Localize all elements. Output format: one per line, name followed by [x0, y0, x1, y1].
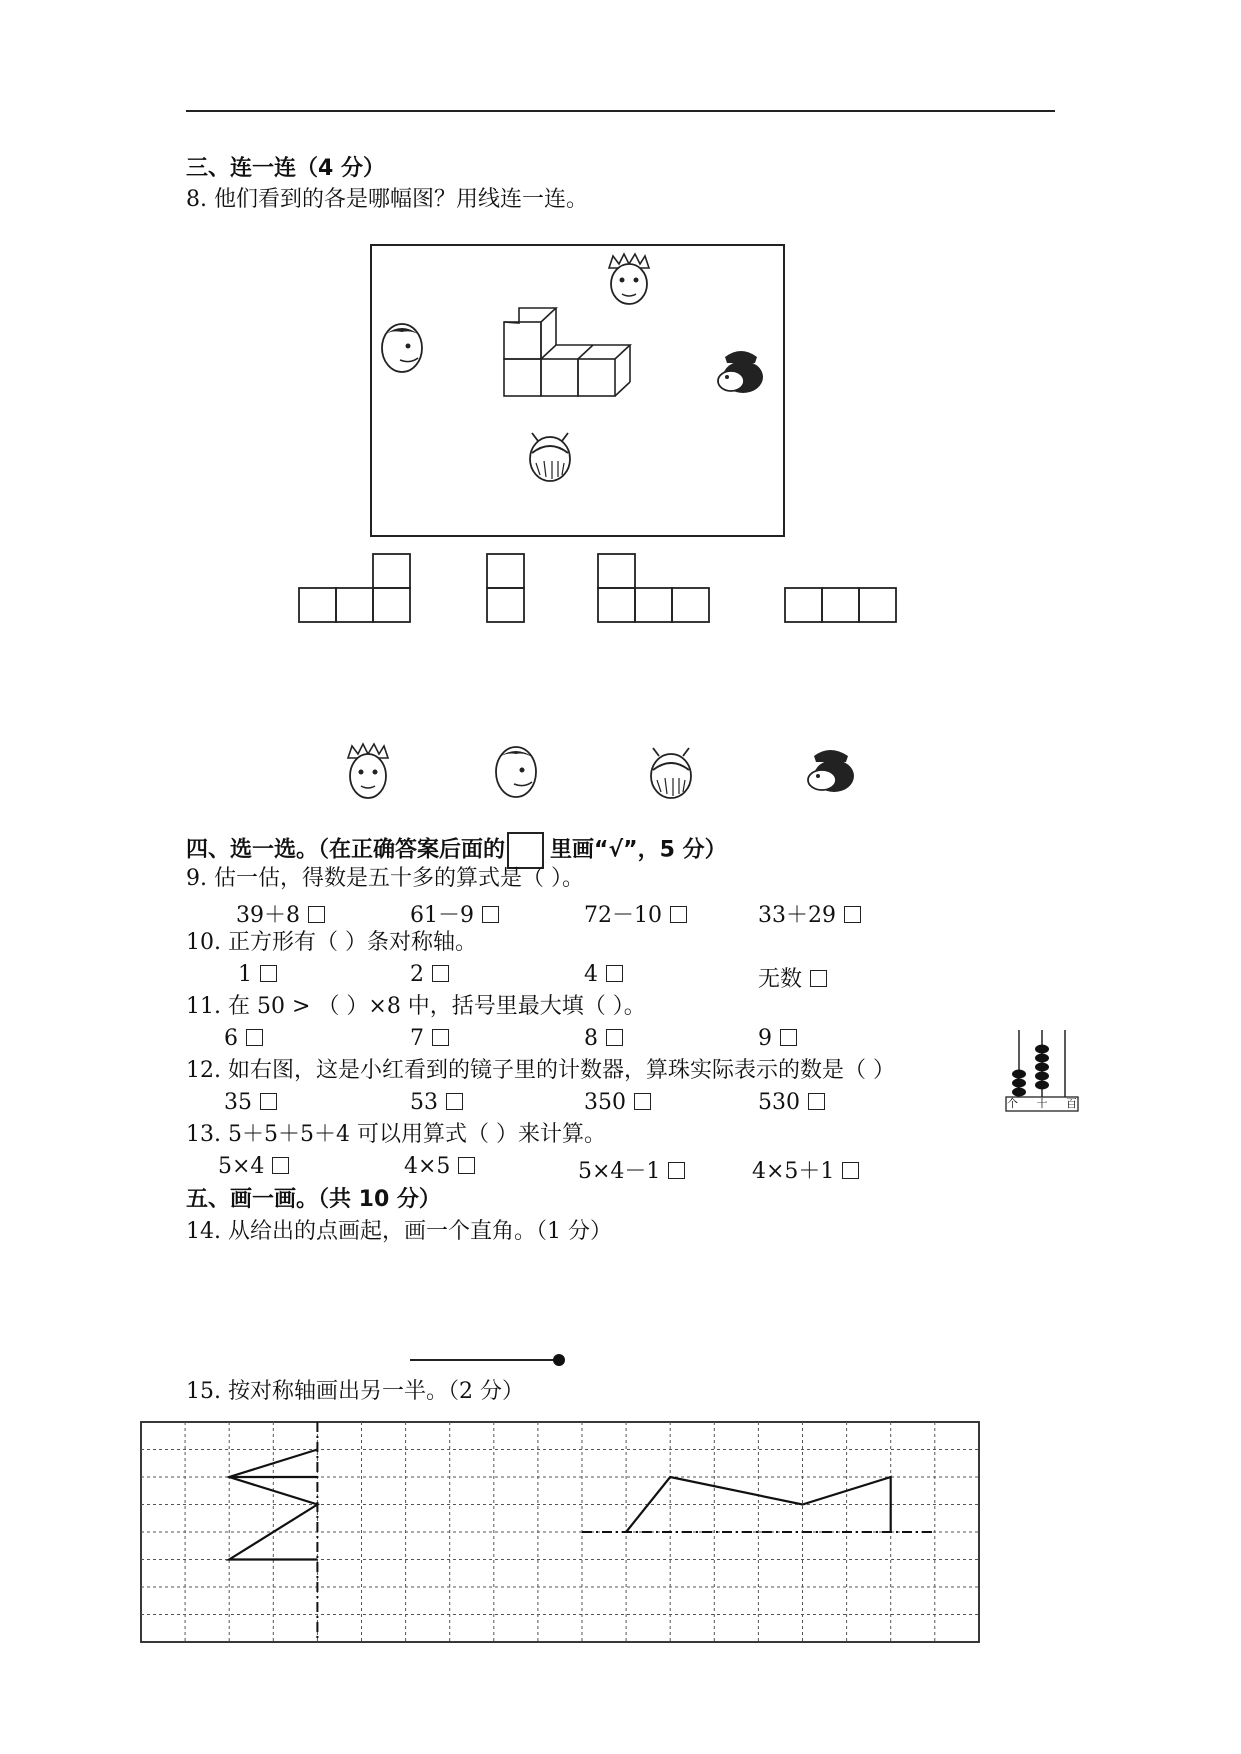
- q9-option-d[interactable]: 33＋29: [758, 898, 861, 929]
- q10-option-c[interactable]: 4: [584, 962, 623, 987]
- q10-option-b[interactable]: 2: [410, 962, 449, 987]
- checkbox[interactable]: [844, 906, 861, 923]
- face-top-icon: [609, 254, 649, 304]
- view-options: [298, 552, 938, 624]
- view-option-2: [487, 554, 524, 622]
- abacus-label-tens: 十: [1036, 1097, 1048, 1110]
- section-4-title-post: 里画“√”，5 分）: [550, 837, 727, 863]
- face-right-icon: [718, 351, 763, 393]
- view-option-1: [299, 554, 410, 622]
- checkbox[interactable]: [432, 1029, 449, 1046]
- checkbox[interactable]: [272, 1157, 289, 1174]
- question-12: 12. 如右图，这是小红看到的镜子里的计数器，算珠实际表示的数是（ ）: [186, 1058, 895, 1083]
- face-bottom-icon: [530, 433, 570, 481]
- q9-option-a[interactable]: 39＋8: [236, 898, 325, 929]
- view-option-4: [785, 588, 896, 622]
- question-9: 9. 估一估，得数是五十多的算式是（ ）。: [186, 866, 584, 891]
- q9-option-c[interactable]: 72－10: [584, 898, 687, 929]
- face-3-icon: [651, 748, 691, 798]
- view-scene-figure: [370, 244, 785, 537]
- top-rule: [186, 110, 1055, 112]
- abacus-label-hundreds: 百: [1066, 1097, 1077, 1110]
- face-left-icon: [382, 324, 422, 372]
- section-5-title: 五、画一画。（共 10 分）: [186, 1187, 441, 1212]
- checkbox[interactable]: [606, 965, 623, 982]
- checkbox[interactable]: [634, 1093, 651, 1110]
- checkbox[interactable]: [246, 1029, 263, 1046]
- view-option-3: [598, 554, 709, 622]
- q12-option-b[interactable]: 53: [410, 1090, 463, 1115]
- section-4-title-pre: 四、选一选。（在正确答案后面的: [186, 837, 506, 863]
- q10-option-a[interactable]: 1: [238, 962, 277, 987]
- checkbox[interactable]: [606, 1029, 623, 1046]
- question-10: 10. 正方形有（ ）条对称轴。: [186, 930, 477, 955]
- answer-box-sample: [507, 832, 544, 869]
- q13-option-d[interactable]: 4×5＋1: [752, 1154, 859, 1185]
- checkbox[interactable]: [482, 906, 499, 923]
- checkbox[interactable]: [432, 965, 449, 982]
- q11-option-c[interactable]: 8: [584, 1026, 623, 1051]
- q13-option-a[interactable]: 5×4: [218, 1154, 289, 1179]
- q12-option-c[interactable]: 350: [584, 1090, 651, 1115]
- q13-option-b[interactable]: 4×5: [404, 1154, 475, 1179]
- q12-option-a[interactable]: 35: [224, 1090, 277, 1115]
- face-1-icon: [348, 744, 388, 798]
- checkbox[interactable]: [808, 1093, 825, 1110]
- q9-option-b[interactable]: 61－9: [410, 898, 499, 929]
- cube-stack-figure: [504, 308, 630, 396]
- checkbox[interactable]: [260, 965, 277, 982]
- abacus-figure: [1005, 1030, 1079, 1112]
- q11-option-a[interactable]: 6: [224, 1026, 263, 1051]
- checkbox[interactable]: [458, 1157, 475, 1174]
- checkbox[interactable]: [670, 906, 687, 923]
- ray-with-point-figure[interactable]: [410, 1350, 570, 1370]
- abacus-label-ones: 个: [1007, 1097, 1018, 1110]
- face-4-icon: [808, 750, 854, 792]
- q13-option-c[interactable]: 5×4－1: [578, 1154, 685, 1185]
- faces-row: [344, 740, 884, 802]
- grid-border: [141, 1422, 979, 1642]
- checkbox[interactable]: [780, 1029, 797, 1046]
- checkbox[interactable]: [446, 1093, 463, 1110]
- q11-option-b[interactable]: 7: [410, 1026, 449, 1051]
- face-2-icon: [496, 747, 536, 797]
- symmetry-grid[interactable]: [140, 1421, 980, 1643]
- section-3-title: 三、连一连（4 分）: [186, 156, 385, 181]
- question-15: 15. 按对称轴画出另一半。（2 分）: [186, 1379, 524, 1404]
- checkbox[interactable]: [668, 1162, 685, 1179]
- checkbox[interactable]: [810, 970, 827, 987]
- checkbox[interactable]: [260, 1093, 277, 1110]
- checkbox[interactable]: [842, 1162, 859, 1179]
- q12-option-d[interactable]: 530: [758, 1090, 825, 1115]
- question-11: 11. 在 50 > （ ）×8 中，括号里最大填（ ）。: [186, 994, 646, 1019]
- q10-option-d[interactable]: 无数: [758, 962, 827, 993]
- section-4-title: [186, 832, 727, 869]
- question-8: 8. 他们看到的各是哪幅图？用线连一连。: [186, 187, 588, 212]
- question-13: 13. 5＋5＋5＋4 可以用算式（ ）来计算。: [186, 1122, 606, 1147]
- checkbox[interactable]: [308, 906, 325, 923]
- question-14: 14. 从给出的点画起，画一个直角。（1 分）: [186, 1219, 612, 1244]
- q11-option-d[interactable]: 9: [758, 1026, 797, 1051]
